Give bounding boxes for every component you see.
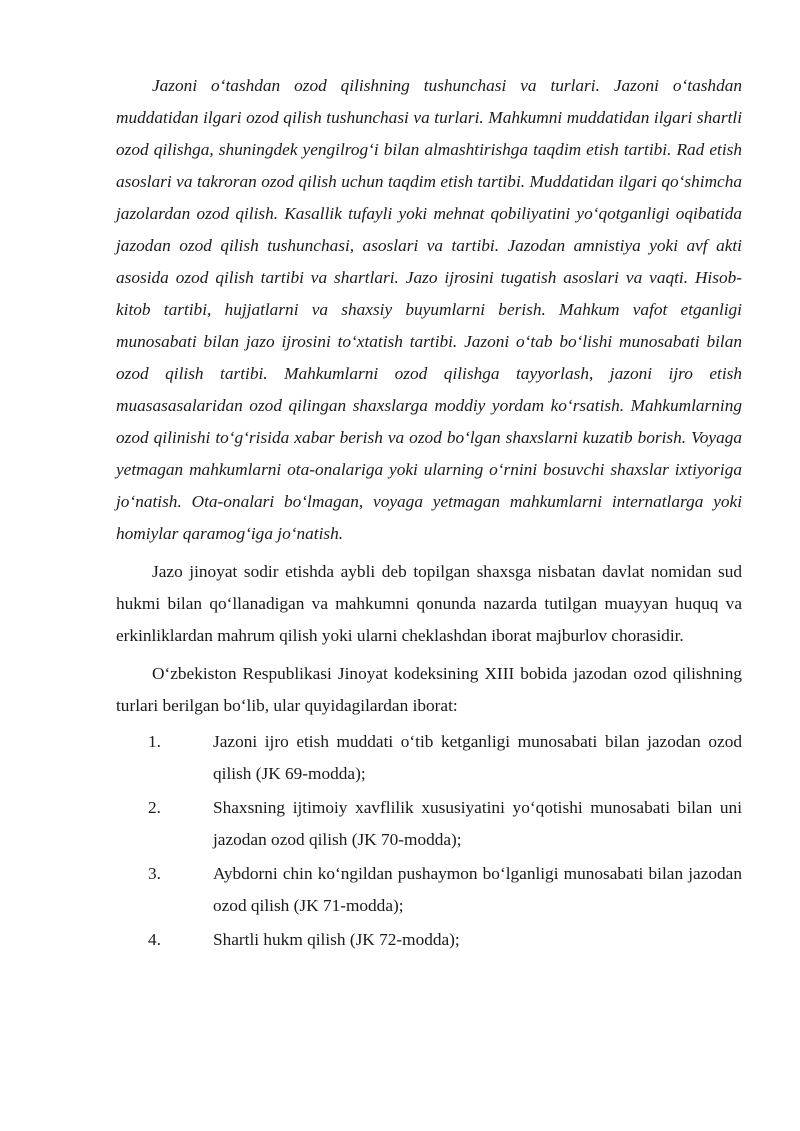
- list-item-text: Shartli hukm qilish (JK 72-modda);: [213, 930, 460, 949]
- list-item-number: 3.: [148, 864, 161, 883]
- criminal-code-intro-paragraph: O‘zbekiston Respublikasi Jinoyat kodeksining XIII bobida jazodan ozod qilishning turlari berilgan bo‘lib, ular quyidagilardan iborat:: [116, 664, 742, 715]
- list-item: [116, 924, 742, 956]
- punishment-definition-paragraph: Jazo jinoyat sodir etishda aybli deb topilgan shaxsga nisbatan davlat nomidan sud hukmi bilan qo‘llanadigan va mahkumni qonunda nazarda tutilgan muayyan huquq va erkinliklardan mahrum qilish yoki ularni cheklashdan iborat majburlov chorasidir.: [116, 562, 742, 645]
- list-item-number: 2.: [148, 798, 161, 817]
- list-item: [116, 858, 742, 922]
- list-item-number: 1.: [148, 732, 161, 751]
- list-item-text: Aybdorni chin ko‘ngildan pushaymon bo‘lganligi munosabati bilan jazodan ozod qilish (JK 71-modda);: [213, 864, 742, 915]
- list-item: [116, 792, 742, 856]
- release-types-list: [116, 726, 742, 956]
- list-item-number: 4.: [148, 930, 161, 949]
- list-item-text: Shaxsning ijtimoiy xavflilik xususiyatini yo‘qotishi munosabati bilan uni jazodan ozod qilish (JK 70-modda);: [213, 798, 742, 849]
- list-item: [116, 726, 742, 790]
- topic-summary-paragraph: Jazoni o‘tashdan ozod qilishning tushunchasi va turlari. Jazoni o‘tashdan muddatidan ilgari ozod qilish tushunchasi va turlari. Mahkumni muddatidan ilgari shartli ozod qilishga, shuningdek yengilrog‘i bilan almashtirishga taqdim etish tartibi. Rad etish asoslari va takroran ozod qilish uchun taqdim etish tartibi. Muddatidan ilgari qo‘shimcha jazolardan ozod qilish. Kasallik tufayli yoki mehnat qobiliyatini yo‘qotganligi oqibatida jazodan ozod qilish tushunchasi, asoslari va tartibi. Jazodan amnistiya yoki avf akti asosida ozod qilish tartibi va shartlari. Jazo ijrosini tugatish asoslari va vaqti. Hisob-kitob tartibi, hujjatlarni va shaxsiy buyumlarni berish. Mahkum vafot etganligi munosabati bilan jazo ijrosini to‘xtatish tartibi. Jazoni o‘tab bo‘lishi munosabati bilan ozod qilish tartibi. Mahkumlarni ozod qilishga tayyorlash, jazoni ijro etish muasasasalaridan ozod qilingan shaxslarga moddiy yordam ko‘rsatish. Mahkumlarning ozod qilinishi to‘g‘risida xabar berish va ozod bo‘lgan shaxslarni kuzatib borish. Voyaga yetmagan mahkumlarni ota-onalariga yoki ularning o‘rnini bosuvchi shaxslar ixtiyoriga jo‘natish. Ota-onalari bo‘lmagan, voyaga yetmagan mahkumlarni internatlarga yoki homiylar qaramog‘iga jo‘natish.: [116, 76, 742, 543]
- list-item-text: Jazoni ijro etish muddati o‘tib ketganligi munosabati bilan jazodan ozod qilish (JK 69-modda);: [213, 732, 742, 783]
- document-page: [116, 70, 742, 958]
